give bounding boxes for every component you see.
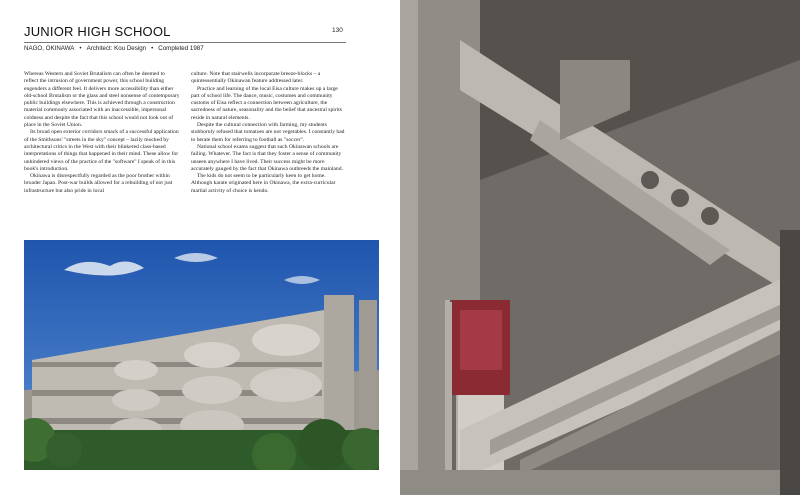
paragraph: Its broad open exterior corridors smack of a successful application of the Smithsons' "streets in the sky" concept – lazily mocked by architectural critics in the West with their blinkered class-based interpretations of things that happened in their mind. These allow for unhindered views of the practice of the "software" I speak of in this book's introduction. — [24, 129, 179, 172]
separator: • — [79, 45, 82, 52]
paragraph: Whereas Western and Soviet Brutalism can often be deemed to reflect the intrusion of government power, this school building engenders a different feel. It delivers more accessibility than either old-school Brutalism or the glass and steel nonsense of contemporary public buildings elsewhere. This is achieved through a construction material commonly associated with an inaccessible, impersonal coldness and despite the fact that this school would not look out of place in the Soviet Union. — [24, 71, 180, 129]
paragraph: National school exams suggest that such Okinawan schools are failing. Whatever. The fact is that they foster a sense of community unseen anywhere I have lived. Their success might be more accurately gauged by the fact that Okinawa outbreeds the mainland. — [191, 143, 343, 172]
paragraph: Practice and learning of the local Eisa culture makes up a large part of school life. The dance, music, costumes and community customs of Eisa reflect a connection between agriculture, the sacredness of nature, seasonality and the belief that ancestral spirits reside in natural elements. — [191, 85, 342, 121]
body-column-right — [191, 71, 347, 195]
body-column-left — [24, 71, 180, 195]
completed-year: Completed 1987 — [158, 45, 204, 52]
school-exterior-photo — [24, 240, 379, 470]
separator: • — [151, 45, 154, 52]
subtitle — [24, 45, 204, 52]
paragraph: The kids do not seem to be particularly keen to get home. Although karate originated here in Okinawa, the extra-curricular martial activity of choice is kendo. — [191, 173, 336, 194]
paragraph: culture. Note that stairwells incorporate breeze-blocks – a quintessentially Okinawan feature addressed later. — [191, 71, 321, 85]
page-title: JUNIOR HIGH SCHOOL — [24, 24, 171, 39]
architect: Architect: Kou Design — [86, 45, 147, 52]
paragraph: Okinawa is disrespectfully regarded as the poor brother within broader Japan. Post-war builds allowed for a rebuilding of not just infrastructure but also pride in local — [24, 173, 173, 194]
stairwell-photo — [400, 0, 800, 495]
page-number: 130 — [332, 27, 343, 34]
location: NAGO, OKINAWA — [24, 45, 75, 52]
title-rule — [24, 42, 346, 43]
paragraph: Despite the cultural connection with farming, my students stubbornly refused that tomatoes are not vegetables. I constantly had to berate them for referring to football as "soccer". — [191, 122, 345, 143]
